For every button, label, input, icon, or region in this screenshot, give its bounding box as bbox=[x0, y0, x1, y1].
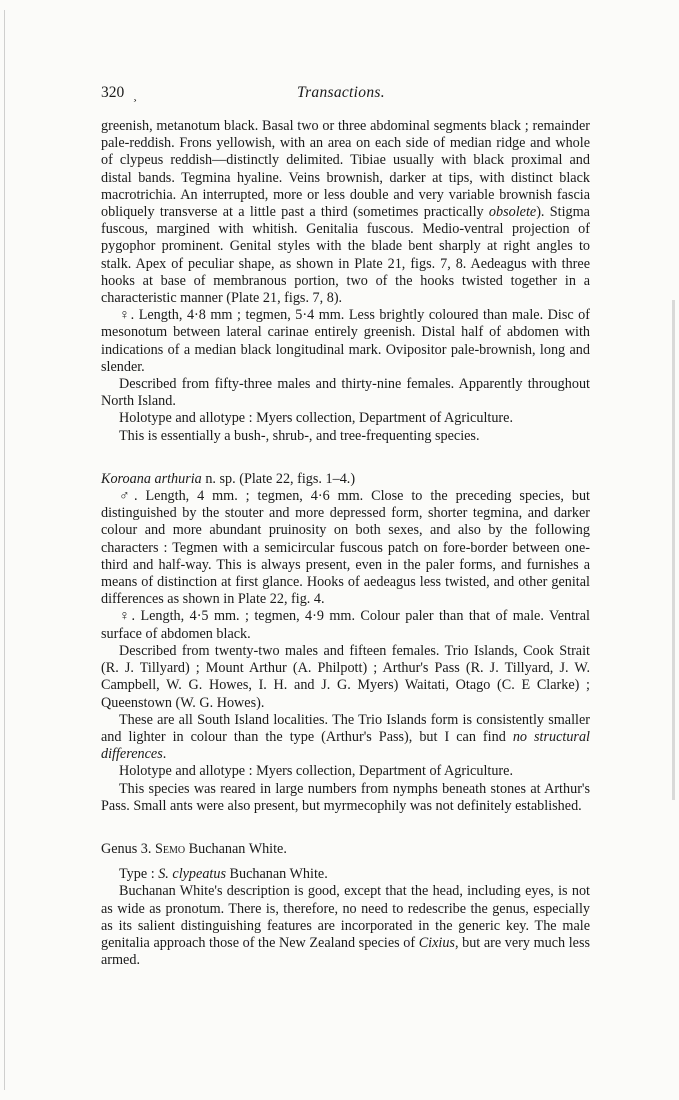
page-number: 320 bbox=[101, 84, 125, 101]
scan-edge-right bbox=[672, 300, 675, 800]
text-run: greenish, metanotum black. Basal two or three abdominal segments black ; remainder pale-reddish. Frons yellowish, with an area on each side of median ridge and whole of clypeus reddish—distinctly delimited. Tibiae usually with black proximal and distal bands. Tegmina hyaline. Veins brownish, darker at tips, with distinct black macrotrichia. An interrupted, more or less double and very variable brownish fascia obliquely transverse at a little past a third (sometimes practically bbox=[101, 118, 590, 221]
species-plate-reference: n. sp. (Plate 22, figs. 1–4.) bbox=[201, 470, 356, 487]
genus-number: Genus 3. bbox=[101, 840, 155, 857]
page-header bbox=[101, 84, 591, 106]
page-body bbox=[101, 118, 590, 969]
text-run: Type : bbox=[119, 866, 159, 883]
text-run: These are all South Island localities. The Trio Islands form is consistently smaller and lighter in colour than the type (Arthur's Pass), but I can find bbox=[101, 711, 590, 745]
spacer bbox=[101, 858, 590, 866]
paragraph-genus-notes bbox=[101, 883, 590, 969]
scan-edge-left bbox=[4, 10, 5, 1090]
paragraph-type-species bbox=[101, 866, 590, 883]
print-mark: ¸ bbox=[133, 88, 137, 102]
text-run: , but are very much less armed. bbox=[101, 934, 590, 969]
italic-text: S. clypeatus bbox=[158, 866, 226, 883]
spacer bbox=[101, 445, 590, 471]
paragraph-female: ♀. Length, 4·8 mm ; tegmen, 5·4 mm. Less brightly coloured than male. Disc of mesonotum between lateral carinae entirely greenish. Distal half of abdomen with indications of a median black longitudinal mark. Ovipositor pale-brownish, long and slender. bbox=[101, 307, 590, 375]
italic-text: obsolete bbox=[488, 204, 537, 221]
paragraph-holotype: Holotype and allotype : Myers collection, Department of Agriculture. bbox=[119, 763, 513, 780]
paragraph-rearing: This species was reared in large numbers from nymphs beneath stones at Arthur's Pass. Small ants were also present, but myrmecophily was not definitely established. bbox=[101, 780, 590, 814]
paragraph-described-from: Described from fifty-three males and thirty-nine females. Apparently throughout North Island. bbox=[101, 376, 590, 410]
text-run: . bbox=[162, 746, 167, 763]
text-run: Buchanan White. bbox=[225, 866, 328, 883]
italic-text: no structural differences bbox=[101, 728, 590, 763]
text-run: Buchanan White's description is good, except that the head, including eyes, is not as wide as pronotum. There is, therefore, no need to redescribe the genus, especially as its salient distinguishing features are incorporated in the generic key. The male genitalia approach those of the New Zealand species of bbox=[101, 883, 590, 951]
text-run: ). Stigma fuscous, margined with whitish. Genitalia fuscous. Medio-ventral projection of pygophor prominent. Genital styles with the blade bent sharply at right angles to stalk. Apex of peculiar shape, as shown in Plate 21, figs. 7, 8. Aedeagus with three hooks at base of membranous portion, two of the hooks twisted together in a characteristic manner (Plate 21, figs. 7, 8). bbox=[101, 204, 590, 307]
paragraph-male: ♂. Length, 4 mm. ; tegmen, 4·6 mm. Close to the preceding species, but distinguished by the stouter and more depressed form, shorter tegmina, and darker colour and more abundant pruinosity on both sexes, and also by the following characters : Tegmen with a semicircular fuscous patch on fore-border between one-third and half-way. This is always present, even in the paler forms, and furnishes a means of distinction at first glance. Hooks of aedeagus less twisted, and other genital differences as shown in Plate 22, fig. 4. bbox=[101, 488, 590, 608]
genus-heading bbox=[101, 841, 590, 858]
spacer bbox=[101, 815, 590, 841]
genus-author: Buchanan White. bbox=[185, 840, 287, 857]
paragraph-described-from: Described from twenty-two males and fifteen females. Trio Islands, Cook Strait (R. J. Tillyard) ; Mount Arthur (A. Philpott) ; Arthur's Pass (R. J. Tillyard, J. W. Campbell, W. G. Howes, I. H. and J. G. Myers) Waitati, Otago (C. E Clarke) ; Queenstown (W. G. Howes). bbox=[101, 642, 590, 711]
paragraph-description-continued bbox=[101, 118, 590, 307]
species-name: Koroana arthuria bbox=[101, 470, 202, 487]
paragraph-habitat: This is essentially a bush-, shrub-, and tree-frequenting species. bbox=[119, 427, 480, 444]
species-heading bbox=[101, 471, 590, 488]
paragraph-female: ♀. Length, 4·5 mm. ; tegmen, 4·9 mm. Colour paler than that of male. Ventral surface of abdomen black. bbox=[101, 608, 590, 642]
running-title: Transactions. bbox=[297, 84, 385, 101]
italic-text: Cixius bbox=[418, 934, 455, 951]
paragraph-localities bbox=[101, 712, 590, 764]
genus-name: Semo bbox=[155, 840, 186, 857]
paragraph-holotype: Holotype and allotype : Myers collection, Department of Agriculture. bbox=[119, 410, 513, 427]
